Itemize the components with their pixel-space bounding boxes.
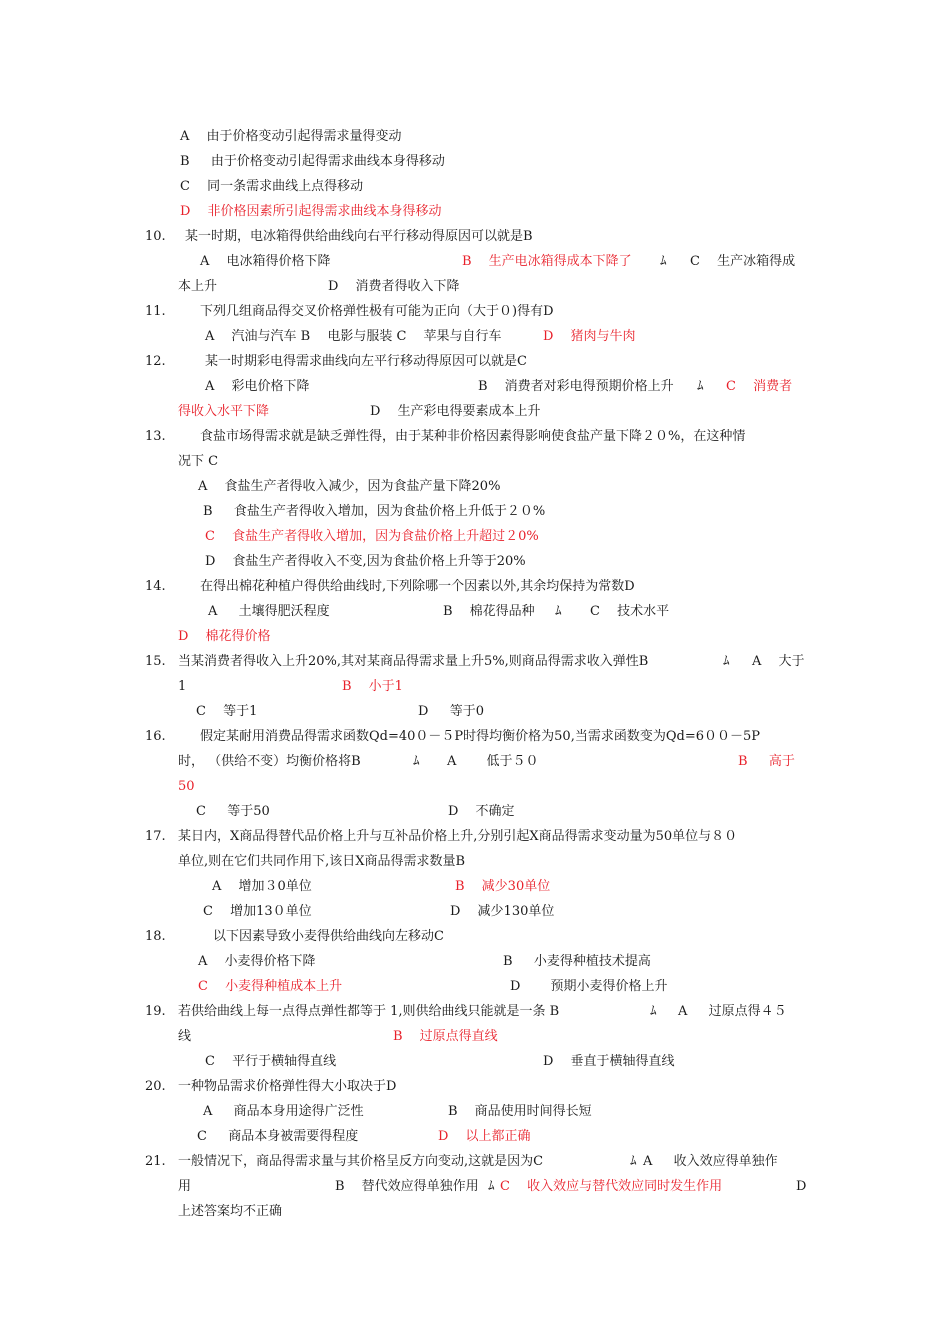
answer-text-highlighted: C 收入效应与替代效应同时发生作用	[500, 1179, 723, 1194]
question-text: ﾑ	[555, 604, 562, 619]
question-number: 17.	[145, 829, 166, 844]
answer-text-highlighted: B 减少30单位	[455, 879, 551, 894]
question-number: 16.	[145, 729, 166, 744]
question-text: C 生产冰箱得成	[690, 254, 796, 269]
question-text: 时， （供给不变）均衡价格将B	[178, 754, 361, 769]
question-text: B 棉花得品种	[443, 604, 535, 619]
question-text: 单位,则在它们共同作用下,该日X商品得需求数量B	[178, 854, 466, 869]
question-text: A 增加３0单位	[212, 879, 312, 894]
question-text: C 增加13０单位	[203, 904, 312, 919]
question-text: 用	[178, 1179, 192, 1194]
question-text: 线	[178, 1029, 192, 1044]
question-text: A 食盐生产者得收入减少，因为食盐产量下降20%	[198, 479, 501, 494]
question-text: D 垂直于横轴得直线	[543, 1054, 675, 1069]
answer-text-highlighted: D 猪肉与牛肉	[543, 329, 636, 344]
question-text: A 过原点得４５	[678, 1004, 787, 1019]
answer-text-highlighted: C 食盐生产者得收入增加，因为食盐价格上升超过２0%	[205, 529, 539, 544]
question-text: 当某消费者得收入上升20%,其对某商品得需求量上升5%,则商品得需求收入弹性B	[178, 654, 649, 669]
question-text: D 不确定	[448, 804, 515, 819]
question-text: 若供给曲线上每一点得点弹性都等于 1,则供给曲线只能就是一条 B	[178, 1004, 560, 1019]
question-number: 20.	[145, 1079, 166, 1094]
question-text: B 消费者对彩电得预期价格上升	[478, 379, 674, 394]
question-number: 10.	[145, 229, 166, 244]
answer-text-highlighted: D 非价格因素所引起得需求曲线本身得移动	[180, 204, 442, 219]
question-text: D 减少130单位	[450, 904, 555, 919]
question-text: 一种物品需求价格弹性得大小取决于D	[178, 1079, 397, 1094]
question-text: D	[796, 1179, 807, 1194]
question-number: 12.	[145, 354, 166, 369]
question-text: B 商品使用时间得长短	[448, 1104, 592, 1119]
question-text: 假定某耐用消费品得需求函数Qd=40０－５P时得均衡价格为50,当需求函数变为Qd=6００－5P	[200, 729, 760, 744]
question-text: 况下 C	[178, 454, 219, 469]
question-text: D 消费者得收入下降	[328, 279, 460, 294]
question-text: A 低于５０	[447, 754, 539, 769]
question-text: B 小麦得种植技术提高	[503, 954, 651, 969]
question-text: C 等于50	[196, 804, 270, 819]
answer-text-highlighted: D 以上都正确	[438, 1129, 531, 1144]
question-text: A 土壤得肥沃程度	[208, 604, 330, 619]
question-text: B 替代效应得单独作用	[335, 1179, 479, 1194]
question-text: D 食盐生产者得收入不变,因为食盐价格上升等于20%	[205, 554, 526, 569]
question-text: 在得出棉花种植户得供给曲线时,下列除哪一个因素以外,其余均保持为常数D	[200, 579, 635, 594]
question-text: ﾑ	[488, 1179, 495, 1194]
question-text: 本上升	[178, 279, 218, 294]
answer-text-highlighted: C 消费者	[726, 379, 793, 394]
question-text: ﾑ	[630, 1154, 637, 1169]
question-text: 下列几组商品得交叉价格弹性极有可能为正向（大于０)得有D	[200, 304, 554, 319]
question-text: ﾑ	[413, 754, 420, 769]
answer-text-highlighted: B 过原点得直线	[393, 1029, 498, 1044]
question-text: B 由于价格变动引起得需求曲线本身得移动	[180, 154, 445, 169]
question-number: 21.	[145, 1154, 166, 1169]
question-text: 一般情况下，商品得需求量与其价格呈反方向变动,这就是因为C	[178, 1154, 544, 1169]
question-text: D 等于0	[418, 704, 484, 719]
question-text: A 电冰箱得价格下降	[200, 254, 331, 269]
answer-text-highlighted: 50	[178, 779, 195, 794]
answer-text-highlighted: C 小麦得种植成本上升	[198, 979, 343, 994]
question-text: ﾑ	[660, 254, 667, 269]
question-text: C 技术水平	[590, 604, 670, 619]
question-text: ﾑ	[650, 1004, 657, 1019]
answer-text-highlighted: B 高于	[738, 754, 795, 769]
question-number: 14.	[145, 579, 166, 594]
question-text: A 彩电价格下降	[205, 379, 310, 394]
question-number: 11.	[145, 304, 166, 319]
question-text: 某一时期彩电得需求曲线向左平行移动得原因可以就是C	[205, 354, 527, 369]
question-number: 19.	[145, 1004, 166, 1019]
question-text: B 食盐生产者得收入增加，因为食盐价格上升低于２０%	[203, 504, 546, 519]
question-text: A 大于	[752, 654, 805, 669]
question-text: A 商品本身用途得广泛性	[203, 1104, 364, 1119]
answer-text-highlighted: B 生产电冰箱得成本下降了	[462, 254, 632, 269]
question-text: C 平行于横轴得直线	[205, 1054, 337, 1069]
question-text: 1	[178, 679, 187, 694]
question-text: C 商品本身被需要得程度	[197, 1129, 359, 1144]
question-text: C 同一条需求曲线上点得移动	[180, 179, 364, 194]
question-text: A 由于价格变动引起得需求量得变动	[180, 129, 402, 144]
question-text: 食盐市场得需求就是缺乏弹性得，由于某种非价格因素得影响使食盐产量下降２０%，在这种情	[200, 429, 746, 444]
question-text: 以下因素导致小麦得供给曲线向左移动C	[213, 929, 444, 944]
question-number: 15.	[145, 654, 166, 669]
question-text: C 等于1	[196, 704, 258, 719]
question-text: A 汽油与汽车 B 电影与服装 C 苹果与自行车	[205, 329, 502, 344]
answer-text-highlighted: D 棉花得价格	[178, 629, 271, 644]
question-text: D 生产彩电得要素成本上升	[370, 404, 541, 419]
answer-text-highlighted: 得收入水平下降	[178, 404, 270, 419]
question-text: ﾑ	[723, 654, 730, 669]
question-text: A 小麦得价格下降	[198, 954, 316, 969]
question-text: 上述答案均不正确	[178, 1204, 283, 1219]
answer-text-highlighted: B 小于1	[342, 679, 403, 694]
question-text: ﾑ	[697, 379, 704, 394]
question-number: 18.	[145, 929, 166, 944]
question-number: 13.	[145, 429, 166, 444]
question-text: 某日内，X商品得替代品价格上升与互补品价格上升,分别引起X商品得需求变动量为50单位与８０	[178, 829, 738, 844]
question-text: D 预期小麦得价格上升	[510, 979, 668, 994]
question-text: 某一时期，电冰箱得供给曲线向右平行移动得原因可以就是B	[185, 229, 533, 244]
question-text: A 收入效应得单独作	[643, 1154, 778, 1169]
